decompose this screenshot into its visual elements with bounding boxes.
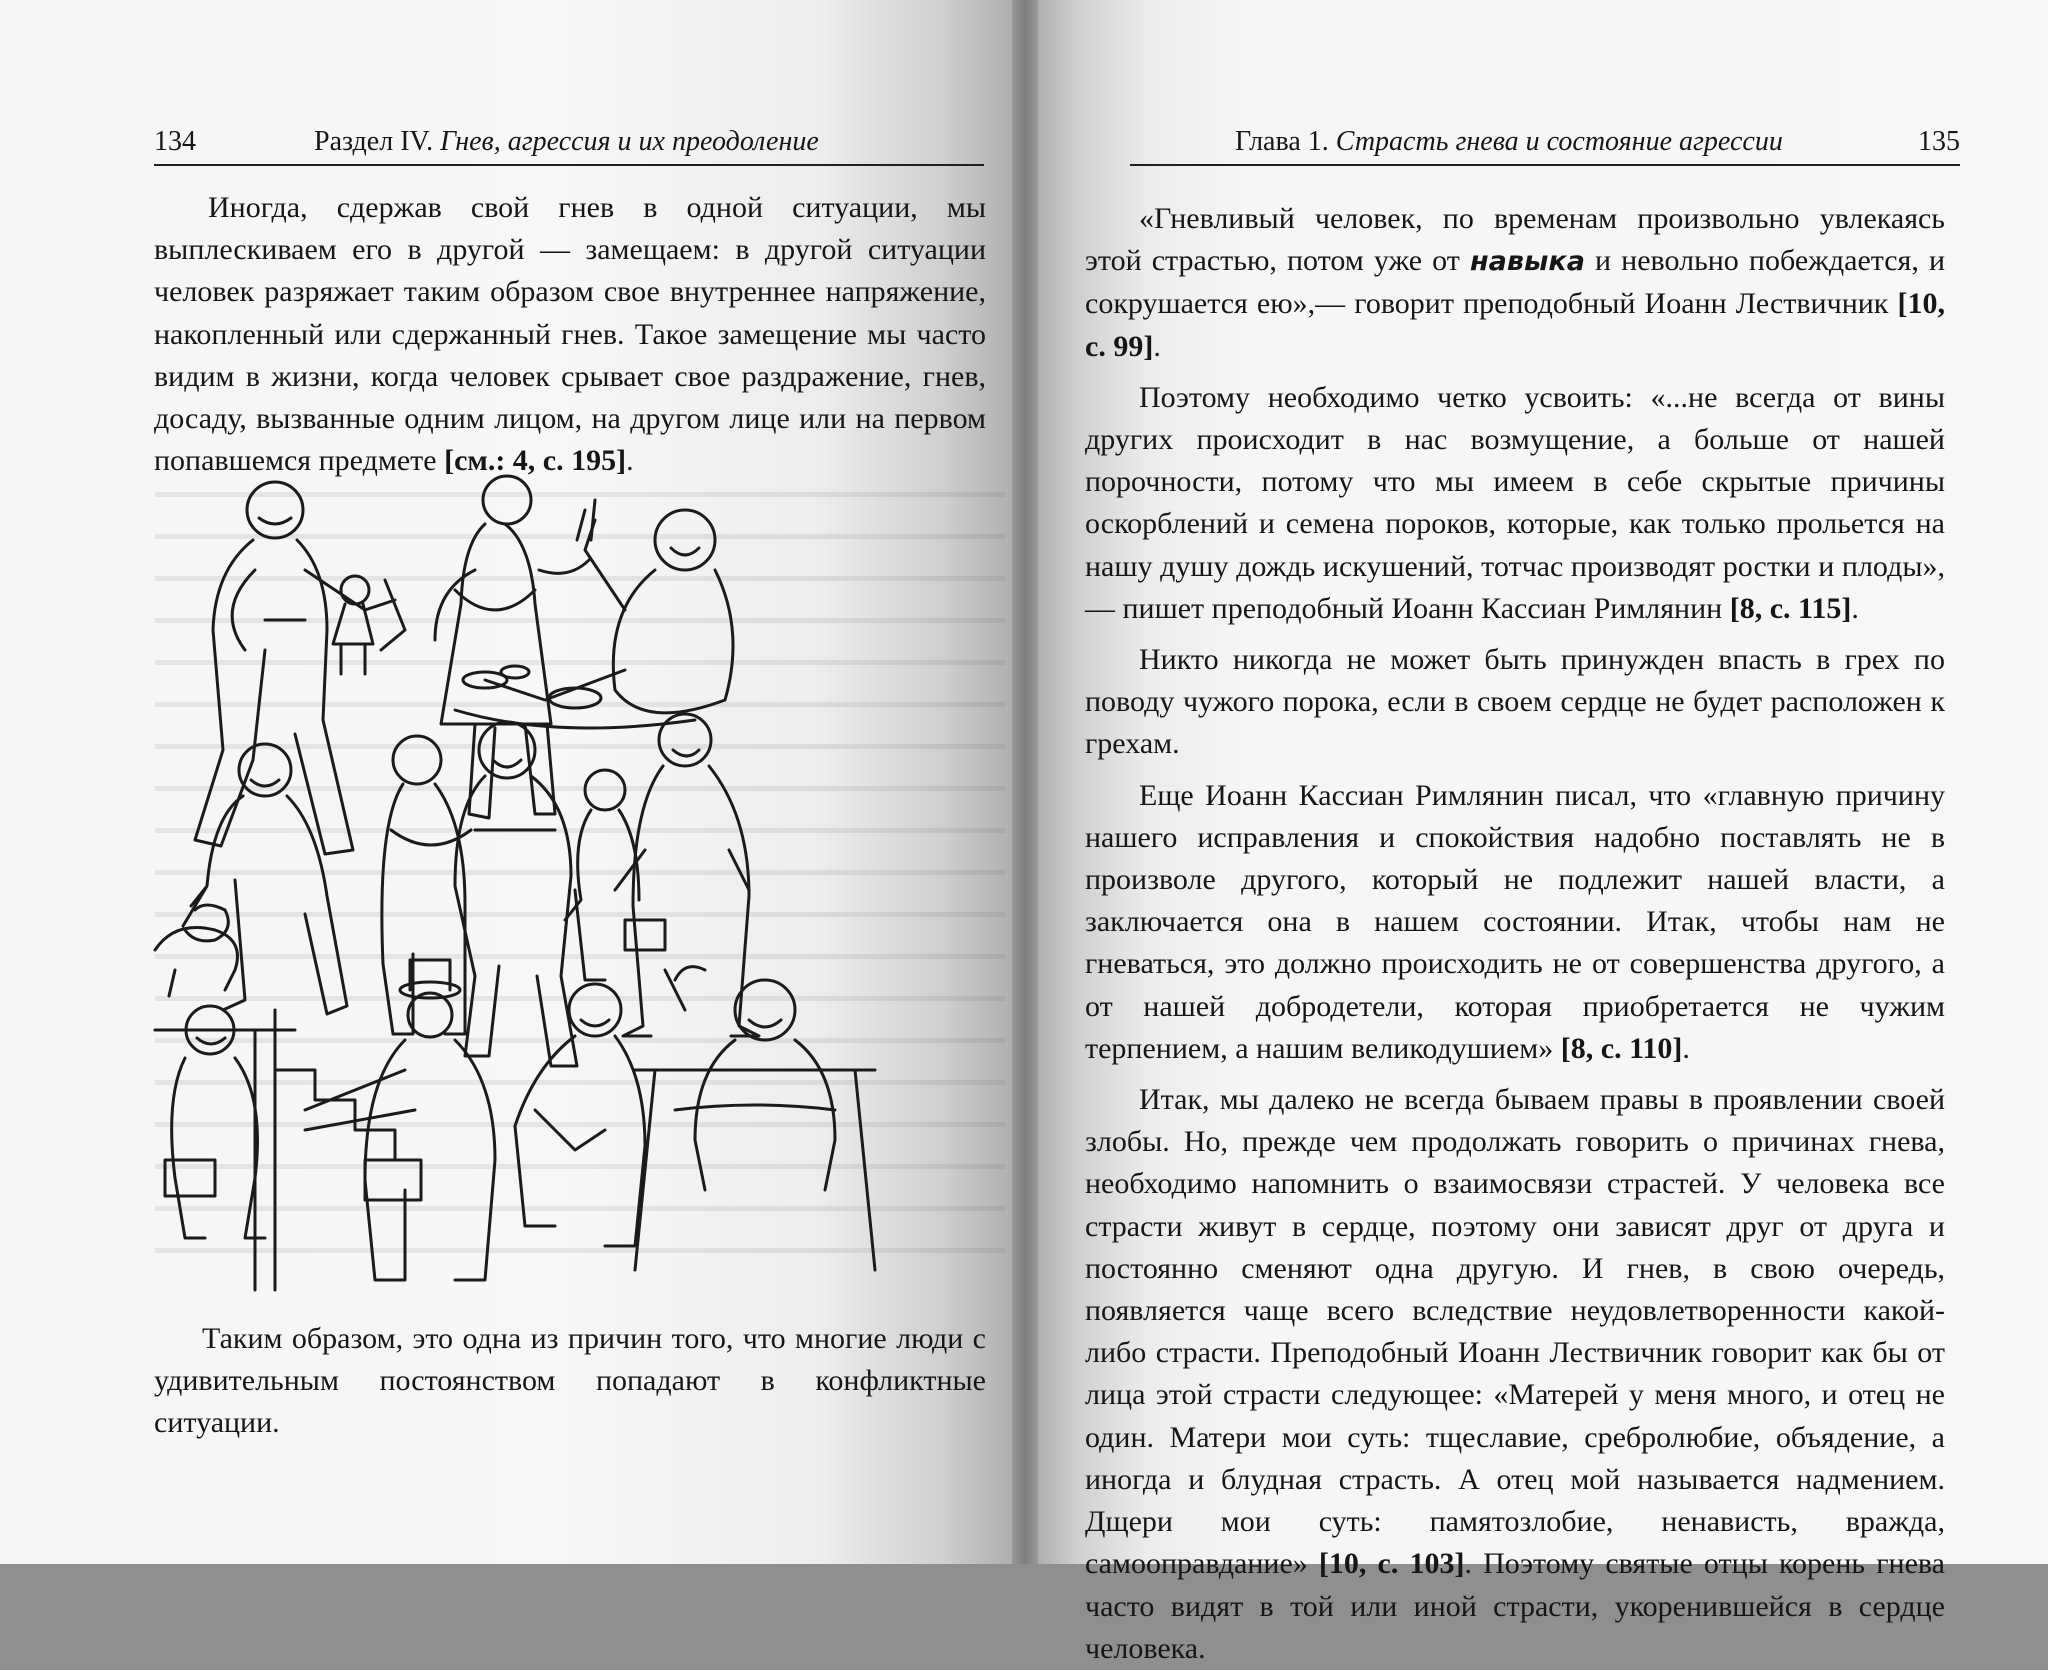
cartoon-drawing [155,470,1005,1290]
book-gutter [1012,0,1038,1564]
left-para-bottom-text: Таким образом, это одна из причин того, что многие люди с удивительным постоянством попадают в конфликтные ситуации. [154,1322,986,1440]
right-running-head [1130,120,1960,166]
man-on-stairs [155,1006,415,1290]
left-paragraph-top [154,187,986,482]
cartoon-illustration [155,470,1005,1290]
worker-and-boss-bottom [515,967,875,1270]
left-page-number: 134 [154,126,196,157]
right-paragraph-5 [1085,1079,1945,1670]
right-p2-end: . [1851,591,1859,625]
right-body-text [1085,198,1945,1670]
right-p3-text: Никто никогда не может быть принужден впасть в грех по поводу чужого порока, если в своем сердце не будет расположен к грехам. [1085,643,1945,761]
right-p2-text: Поэтому необходимо четко усвоить: «...не всегда от вины других происходит в нас возмущение, а больше от нашей порочности, потому что мы имеем в себе скрытые причины оскорблений и семена пороков, которые, как только прольется на нашу душу дождь искушений, тотчас производят ростки и плоды»,— пишет преподобный Иоанн Кассиан Римлянин [1085,380,1945,625]
left-para-top-text: Иногда, сдержав свой гнев в одной ситуации, мы выплескиваем его в другой — замещаем: в другой ситуации человек разряжает таким образом свое внутреннее напряжение, накопленный или сдержанный гнев. Такое замещение мы часто видим в жизни, когда человек срывает свое раздражение, гнев, досаду, вызванные одним лицом, на другом лице или на первом попавшемся предмете [154,191,986,478]
right-paragraph-3 [1085,639,1945,766]
boss-figure-1 [195,482,405,854]
fat-man-table [455,500,733,728]
right-p4-end: . [1682,1031,1690,1065]
right-p1-end: . [1153,329,1161,363]
right-paragraph-2 [1085,377,1945,630]
left-running-head [154,120,984,166]
man-with-dog [155,744,347,1014]
right-p2-citation: [8, с. 115] [1729,591,1852,625]
right-p5-text: Итак, мы далеко не всегда бываем правы в проявлении своей злобы. Но, прежде чем продолжать говорить о причинах гнева, необходимо напомнить о взаимосвязи страстей. У человека все страсти живут в сердце, поэтому они зависят друг от друга и постоянно сменяют одна другую. И гнев, в свою очередь, появляется чаще всего вследствие неудовлетворенности какой-либо страсти. Преподобный Иоанн Лествичник говорит как бы от лица этой страсти следующее: «Матерей у меня много, и отец не один. Матери мои суть: тщеславие, сребролюбие, объядение, а иногда и блудная страсть. А отец мой называется надмением. Дщери мои суть: памятозлобие, ненависть, вражда, самооправдание» [1085,1083,1945,1581]
right-p1-text-b: и невольно побеждается, и сокрушается ею»,— говорит преподобный Иоанн Лествичник [1085,244,1945,321]
left-header-title [314,120,819,164]
right-paragraph-4 [1085,775,1945,1070]
couple-middle [382,722,577,1066]
right-p4-text: Еще Иоанн Кассиан Римлянин писал, что «главную причину нашего исправления и спокойствия надобно поставлять не в произволе другого, который не подлежит нашей власти, а заключается она в нашем состоянии. Итак, чтобы нам не гневаться, это должно происходить не от совершенства другого, а от нашей добродетели, которая приобретается не чужим терпением, а нашим великодушием» [1085,778,1945,1065]
child-figure-1 [333,576,373,674]
man-with-hat-briefcase [365,960,495,1280]
boss-and-worker-middle [565,714,759,1036]
right-p5-citation: [10, с. 103] [1318,1547,1465,1581]
left-para-top-end: . [626,444,634,478]
right-header-title [1235,120,1783,164]
left-header-title-text: Гнев, агрессия и их преодоление [440,126,819,157]
left-paragraph-bottom [154,1318,986,1445]
right-paragraph-1 [1085,198,1945,368]
right-page-number: 135 [1918,126,1960,157]
right-header-chapter: Глава 1. [1235,126,1329,157]
right-p4-citation: [8, с. 110] [1560,1031,1683,1065]
right-page [1025,0,2048,1665]
right-header-title-text: Страсть гнева и состояние агрессии [1335,126,1783,157]
right-p1-citation: [10, с. 99] [1085,287,1945,363]
left-citation: [см.: 4, с. 195] [444,444,627,478]
left-header-section: Раздел IV. [314,126,434,157]
right-p5-end: . Поэтому святые отцы корень гнева часто видят в той или иной страсти, укоренившейся в сердце человека. [1085,1547,1945,1665]
right-p1-emphasis: навыка [1470,246,1585,278]
left-page [0,0,1025,1564]
right-p1-text-a: «Гневливый человек, по временам произвольно увлекаясь этой страстью, потом уже от [1085,202,1945,278]
